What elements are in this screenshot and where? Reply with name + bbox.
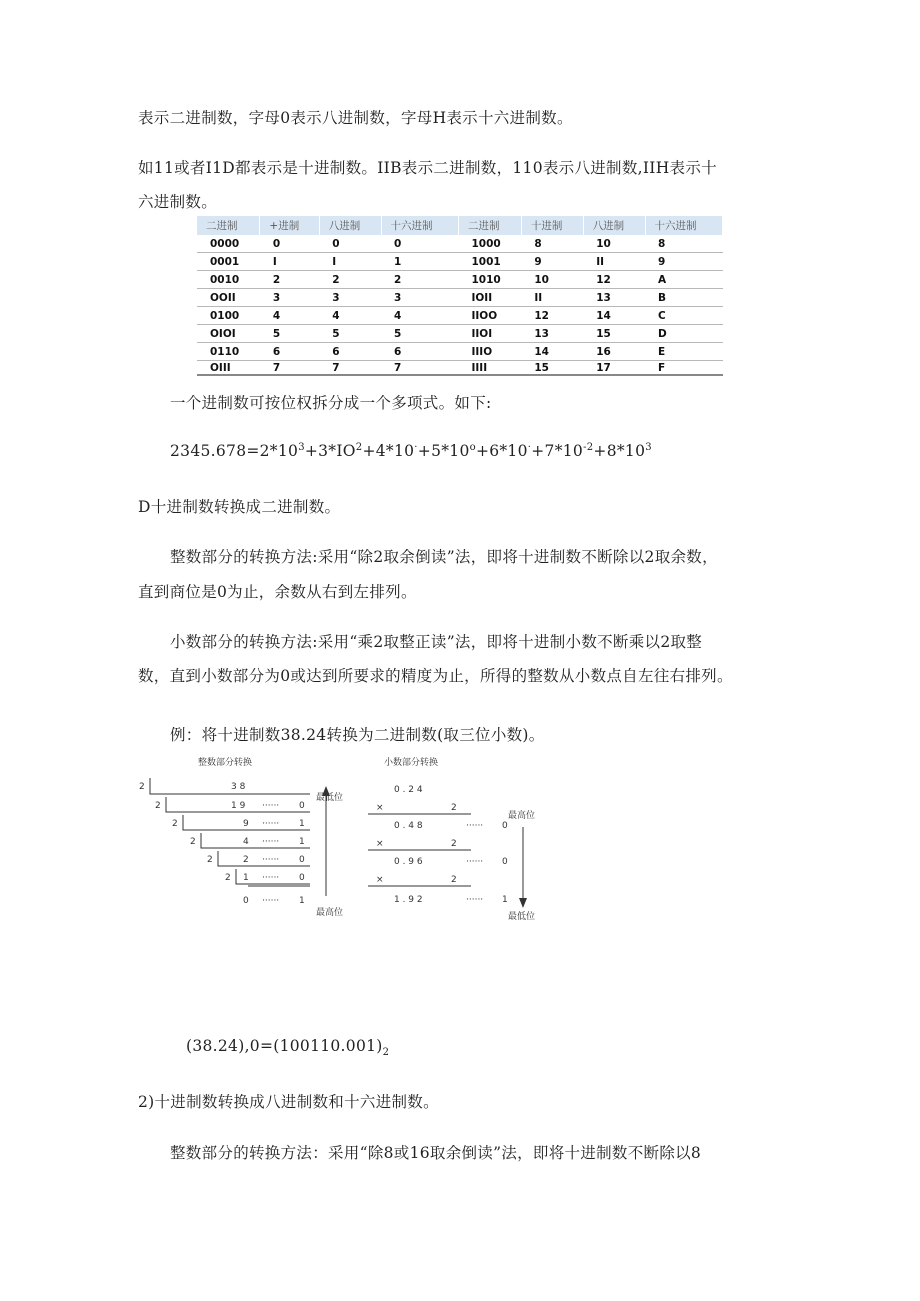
table-header-cell: +进制 — [260, 216, 319, 235]
table-row — [197, 361, 723, 376]
number-system-table — [197, 216, 723, 376]
table-cell: 15 — [583, 325, 645, 343]
heading-decimal-to-binary: D十进制数转换成二进制数。 — [138, 498, 341, 516]
table-cell: 2 — [260, 271, 319, 289]
table-cell: IIII — [458, 361, 521, 376]
quotient: 4 — [243, 837, 249, 847]
table-row — [197, 271, 723, 289]
remainder: 1 — [299, 819, 305, 829]
table-cell: II — [521, 289, 583, 307]
polynomial-formula: $2345.678=2*10^3+3*IO^2+4*10^\cdot+5*10^o+6*10^\cdot+7*10^{-2}+8*10^3$ — [170, 442, 652, 461]
conversion-figure — [136, 752, 546, 927]
formula-term: +6*10 — [475, 442, 528, 461]
divisor: 2 — [155, 801, 161, 811]
quotient: 0 — [243, 896, 249, 906]
frac-int: 0 — [502, 821, 508, 831]
paragraph-2b: 六进制数。 — [138, 193, 218, 211]
table-cell: I — [260, 253, 319, 271]
table-cell: 9 — [521, 253, 583, 271]
formula-term: 2345.678=2*10 — [170, 442, 299, 461]
frac-value: 0 . 9 6 — [394, 857, 423, 867]
conversion-diagram — [136, 752, 546, 927]
divisor: 2 — [225, 873, 231, 883]
table-cell: IIOO — [458, 307, 521, 325]
dots: ······ — [262, 837, 280, 847]
table-header-cell: 八进制 — [319, 216, 381, 235]
table-cell: 7 — [260, 361, 319, 376]
table-cell: 2 — [319, 271, 381, 289]
table-cell: 2 — [381, 271, 458, 289]
table-cell: 6 — [381, 343, 458, 361]
int-method-a: 整数部分的转换方法:采用“除2取余倒读”法，即将十进制数不断除以2取余数， — [170, 548, 718, 566]
int-method2: 整数部分的转换方法：采用“除8或16取余倒读”法，即将十进制数不断除以8 — [170, 1144, 702, 1162]
low-label: 最低位 — [508, 912, 536, 922]
quotient: 3 8 — [231, 782, 246, 792]
result-subscript: 2 — [382, 1047, 390, 1059]
int-title: 整数部分转换 — [198, 758, 253, 768]
table-cell: 15 — [521, 361, 583, 376]
table-cell: 10 — [521, 271, 583, 289]
formula-term: +3*IO — [304, 442, 356, 461]
frac-method-b: 数，直到小数部分为0或达到所要求的精度为止，所得的整数从小数点自左往右排列。 — [138, 667, 733, 685]
table-cell: 0001 — [197, 253, 260, 271]
table-cell: IIOI — [458, 325, 521, 343]
table-header-cell: 十六进制 — [645, 216, 723, 235]
frac-value: 0 . 4 8 — [394, 821, 423, 831]
frac-value: 1 . 9 2 — [394, 895, 423, 905]
table-cell: 0010 — [197, 271, 260, 289]
dots: ······ — [262, 819, 280, 829]
table-cell: II — [583, 253, 645, 271]
table-cell: 17 — [583, 361, 645, 376]
table-row — [197, 253, 723, 271]
arrow-down-icon — [519, 898, 527, 908]
table-cell: 0 — [319, 235, 381, 253]
table-header-row — [197, 216, 723, 235]
dots: ······ — [466, 821, 484, 831]
paragraph-1: 表示二进制数，字母0表示八进制数，字母H表示十六进制数。 — [138, 109, 573, 127]
table-cell: 13 — [583, 289, 645, 307]
table-cell: 9 — [645, 253, 723, 271]
table-cell: 1 — [381, 253, 458, 271]
table-cell: IOII — [458, 289, 521, 307]
remainder: 1 — [299, 837, 305, 847]
table-cell: 16 — [583, 343, 645, 361]
paragraph-3: 一个进制数可按位权拆分成一个多项式。如下: — [170, 394, 492, 412]
formula-exp: -2 — [583, 442, 594, 453]
table-cell: 0 — [260, 235, 319, 253]
table-cell: 3 — [319, 289, 381, 307]
multiplier: 2 — [451, 839, 457, 849]
table-row — [197, 307, 723, 325]
table-cell: 14 — [583, 307, 645, 325]
table-cell: 8 — [645, 235, 723, 253]
table-cell: 1000 — [458, 235, 521, 253]
table-cell: 8 — [521, 235, 583, 253]
multiplier: 2 — [451, 803, 457, 813]
table-cell: OIOI — [197, 325, 260, 343]
times-sign: × — [376, 803, 384, 813]
dots: ······ — [262, 873, 280, 883]
table-cell: 5 — [381, 325, 458, 343]
table-cell: 7 — [381, 361, 458, 376]
table-cell: A — [645, 271, 723, 289]
table-header-cell: 二进制 — [197, 216, 260, 235]
frac-value: 0 . 2 4 — [394, 785, 423, 795]
table-cell: 5 — [319, 325, 381, 343]
table-cell: 0110 — [197, 343, 260, 361]
result-line — [186, 1037, 389, 1058]
times-sign: × — [376, 875, 384, 885]
table-cell: OIII — [197, 361, 260, 376]
quotient: 1 — [243, 873, 249, 883]
divisor: 2 — [190, 837, 196, 847]
table-cell: OOII — [197, 289, 260, 307]
table-cell: 7 — [319, 361, 381, 376]
times-sign: × — [376, 839, 384, 849]
table-header-cell: 八进制 — [583, 216, 645, 235]
formula-exp: 2 — [355, 442, 363, 453]
int-method-b: 直到商位是0为止，余数从右到左排列。 — [138, 583, 417, 601]
remainder: 1 — [299, 896, 305, 906]
table-cell: 6 — [319, 343, 381, 361]
dots: ······ — [466, 857, 484, 867]
table-cell: 13 — [521, 325, 583, 343]
frac-int: 1 — [502, 895, 508, 905]
table-header-cell: 二进制 — [458, 216, 521, 235]
paragraph-2a: 如11或者I1D都表示是十进制数。IIB表示二进制数，110表示八进制数,IIH表示十 — [138, 159, 717, 177]
remainder: 0 — [299, 855, 305, 865]
table-row — [197, 325, 723, 343]
table-cell: 10 — [583, 235, 645, 253]
formula-term: +4*10 — [362, 442, 415, 461]
example-line: 例：将十进制数38.24转换为二进制数(取三位小数)。 — [170, 726, 545, 744]
divisor: 2 — [139, 782, 145, 792]
table-cell: B — [645, 289, 723, 307]
dots: ······ — [262, 855, 280, 865]
table-cell: 4 — [381, 307, 458, 325]
table-cell: C — [645, 307, 723, 325]
table-cell: 4 — [319, 307, 381, 325]
remainder: 0 — [299, 801, 305, 811]
table-cell: 5 — [260, 325, 319, 343]
low-label: 最低位 — [316, 793, 344, 803]
quotient: 9 — [243, 819, 249, 829]
table-cell: D — [645, 325, 723, 343]
formula-exp: 3 — [645, 442, 652, 453]
quotient: 2 — [243, 855, 249, 865]
table-cell: 4 — [260, 307, 319, 325]
frac-method-a: 小数部分的转换方法:采用“乘2取整正读”法，即将十进制小数不断乘以2取整 — [170, 633, 703, 651]
table-header-cell: 十六进制 — [381, 216, 458, 235]
remainder: 0 — [299, 873, 305, 883]
table-cell: I — [319, 253, 381, 271]
table-cell: 12 — [583, 271, 645, 289]
frac-int: 0 — [502, 857, 508, 867]
table-cell: 14 — [521, 343, 583, 361]
table-row — [197, 235, 723, 253]
formula-term: +5*10 — [417, 442, 470, 461]
table-cell: F — [645, 361, 723, 376]
formula-term: +8*10 — [593, 442, 646, 461]
table-cell: 3 — [381, 289, 458, 307]
table-cell: 0100 — [197, 307, 260, 325]
high-label: 最高位 — [508, 811, 536, 821]
result-text: (38.24),0=(100110.001) — [186, 1037, 383, 1055]
table-row — [197, 343, 723, 361]
table-cell: 0000 — [197, 235, 260, 253]
table-row — [197, 289, 723, 307]
dots: ······ — [262, 801, 280, 811]
table-cell: 3 — [260, 289, 319, 307]
table-header-cell: 十进制 — [521, 216, 583, 235]
table-cell: 1010 — [458, 271, 521, 289]
multiplier: 2 — [451, 875, 457, 885]
table-cell: 6 — [260, 343, 319, 361]
dots: ······ — [262, 896, 280, 906]
divisor: 2 — [172, 819, 178, 829]
frac-title: 小数部分转换 — [384, 758, 439, 768]
table-cell: IIIO — [458, 343, 521, 361]
table-cell: 0 — [381, 235, 458, 253]
high-label: 最高位 — [316, 908, 344, 918]
formula-exp: 3 — [298, 442, 305, 453]
table-cell: 12 — [521, 307, 583, 325]
quotient: 1 9 — [231, 801, 246, 811]
dots: ······ — [466, 895, 484, 905]
heading-decimal-to-octal-hex: 2)十进制数转换成八进制数和十六进制数。 — [138, 1093, 439, 1111]
divisor: 2 — [207, 855, 213, 865]
table-cell: E — [645, 343, 723, 361]
table-cell: 1001 — [458, 253, 521, 271]
formula-term: +7*10 — [531, 442, 584, 461]
